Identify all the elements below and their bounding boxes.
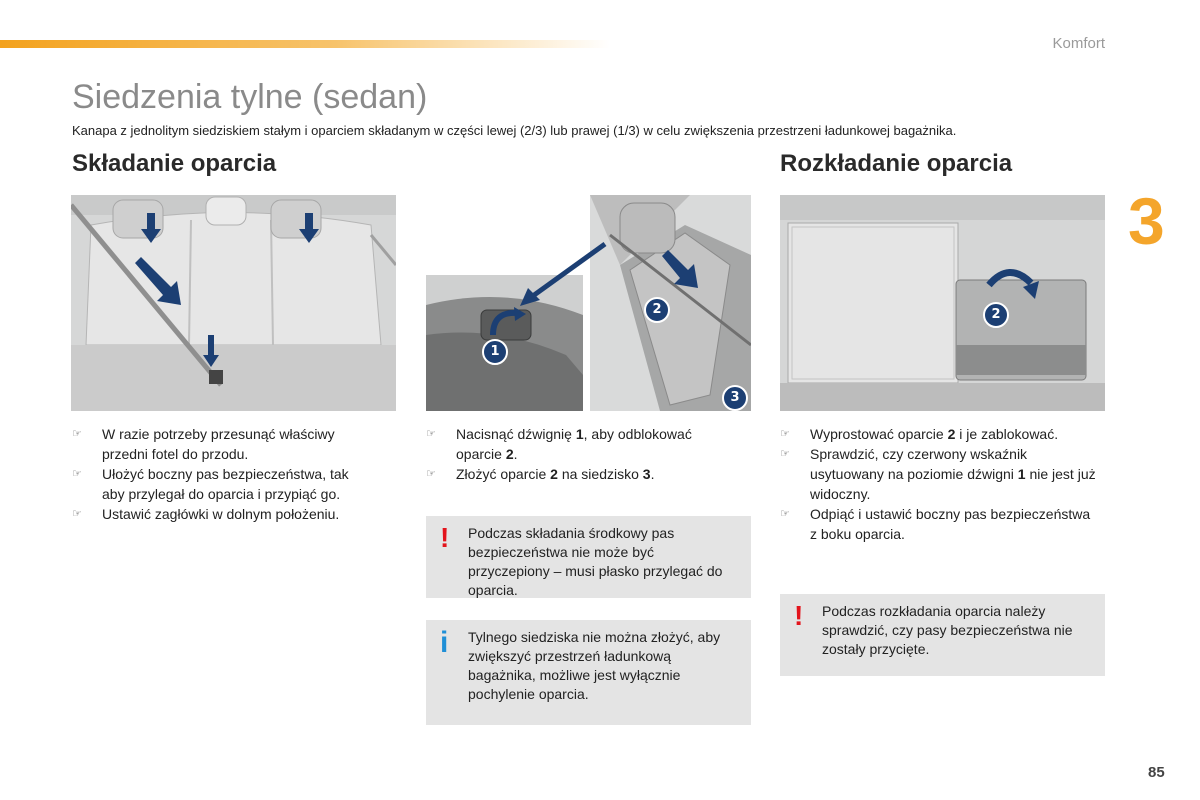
backrest-illustration	[590, 195, 751, 411]
arrow-down-icon	[299, 213, 319, 243]
pointing-hand-icon: ☞	[780, 448, 790, 460]
pointer-arrow-icon	[520, 240, 610, 310]
intro-text: Kanapa z jednolitym siedziskiem stałym i oparciem składanym w części lewej (2/3) lub prawej (1/3) w celu zwiększenia przestrzeni ładunkowej bagażnika.	[72, 123, 957, 138]
unfolding-illustration	[780, 195, 1105, 411]
folding-info-note: i Tylnego siedziska nie można złożyć, aby zwiększyć przestrzeń ładunkową bagażnika, możliwe jest wyłącznie pochylenie oparcia.	[426, 620, 751, 725]
rear-seat-illustration	[71, 195, 396, 411]
page-number: 85	[1148, 764, 1165, 781]
callout-2: 2	[983, 302, 1009, 328]
pointing-hand-icon: ☞	[426, 428, 436, 440]
list-item: ☞ Wyprostować oparcie 2 i je zablokować.	[780, 426, 1059, 442]
unfolding-warning-note: ! Podczas rozkładania oparcia należy sprawdzić, czy pasy bezpieczeństwa nie zostały przycięte.	[780, 594, 1105, 676]
arrow-diagonal-icon	[133, 257, 183, 307]
arrow-down-icon	[141, 213, 161, 243]
list-item: ☞ Ustawić zagłówki w dolnym położeniu.	[72, 506, 340, 522]
pointing-hand-icon: ☞	[426, 468, 436, 480]
list-item: ☞ Odpiąć i ustawić boczny pas bezpieczeństwa z boku oparcia.	[780, 506, 1091, 542]
list-item: ☞ Złożyć oparcie 2 na siedzisko 3.	[426, 466, 655, 482]
list-item: ☞ Ułożyć boczny pas bezpieczeństwa, tak aby przylegał do oparcia i przypiąć go.	[72, 466, 349, 502]
list-item: ☞ Sprawdzić, czy czerwony wskaźnik usytuowany na poziomie dźwigni 1 nie jest już widoczny.	[780, 446, 1096, 502]
list-item: ☞ W razie potrzeby przesunąć właściwy przedni fotel do przodu.	[72, 426, 335, 462]
rotate-arrow-icon	[488, 307, 528, 341]
info-icon: i	[440, 626, 449, 659]
pointing-hand-icon: ☞	[780, 508, 790, 520]
rotate-arrow-icon	[985, 265, 1041, 305]
callout-2: 2	[644, 297, 670, 323]
header-accent-bar	[0, 40, 610, 48]
arrow-diagonal-icon	[660, 250, 700, 290]
pointing-hand-icon: ☞	[72, 468, 82, 480]
callout-1: 1	[482, 339, 508, 365]
pointing-hand-icon: ☞	[780, 428, 790, 440]
page-title: Siedzenia tylne (sedan)	[72, 78, 428, 116]
arrow-down-icon	[203, 335, 219, 367]
unfolding-steps-list	[780, 424, 1100, 544]
warning-icon: !	[440, 522, 450, 553]
pointing-hand-icon: ☞	[72, 428, 82, 440]
folding-steps-list	[72, 424, 372, 524]
unfolding-title: Rozkładanie oparcia	[780, 150, 1013, 177]
lever-steps-list	[426, 424, 736, 484]
warning-icon: !	[794, 600, 804, 631]
callout-3: 3	[722, 385, 748, 411]
pointing-hand-icon: ☞	[72, 508, 82, 520]
list-item: ☞ Nacisnąć dźwignię 1, aby odblokować oparcie 2.	[426, 426, 692, 462]
folding-warning-note: ! Podczas składania środkowy pas bezpieczeństwa nie może być przyczepiony – musi płasko przylegać do oparcia.	[426, 516, 751, 598]
chapter-number: 3	[1128, 184, 1165, 258]
folding-title: Składanie oparcia	[72, 150, 277, 177]
section-label: Komfort	[1052, 35, 1105, 52]
